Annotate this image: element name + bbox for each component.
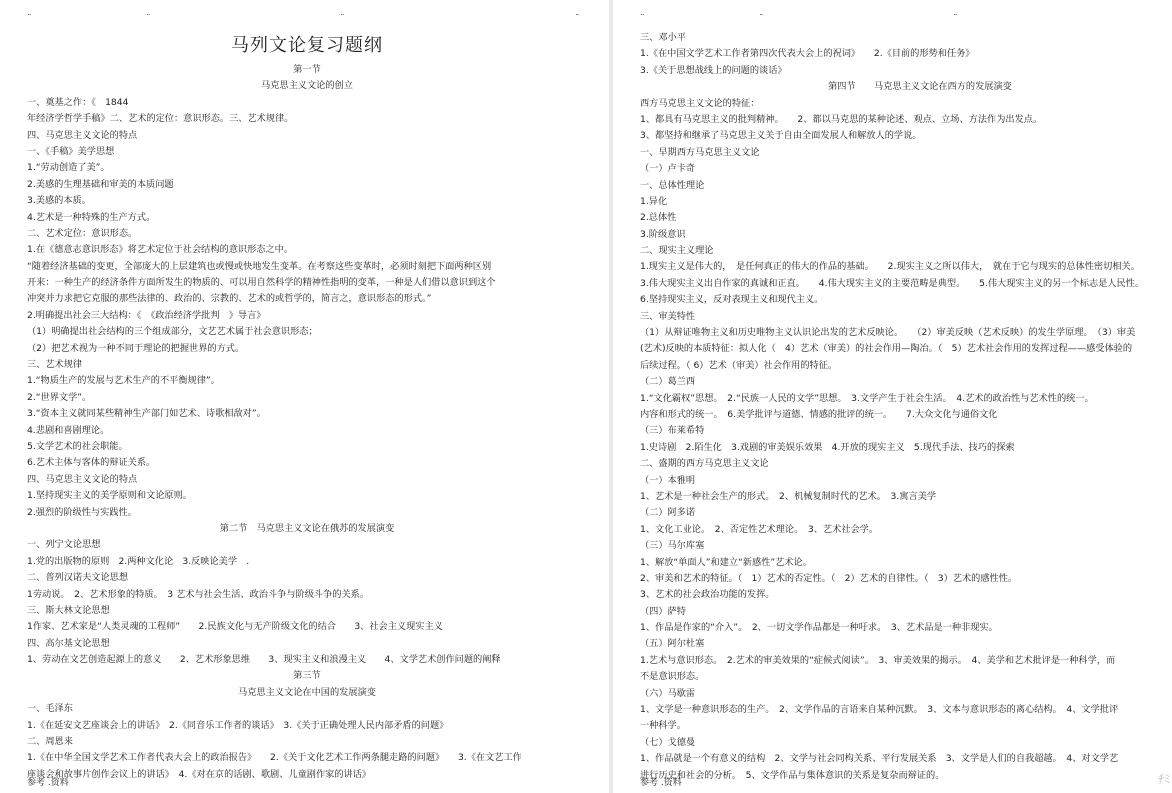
header-mark: ¨ bbox=[759, 14, 764, 24]
text-line: 一、总体性理论 bbox=[640, 179, 705, 191]
text-line: 四、高尔基文论思想 bbox=[27, 637, 110, 649]
text-line: 3.《关于思想战线上的问题的谈话》 bbox=[640, 64, 787, 76]
text-line: 马克思主义文论在中国的发展演变 bbox=[238, 686, 376, 698]
text-line: 一、早期西方马克思主义文论 bbox=[640, 146, 760, 158]
text-line: （1）明确提出社会结构的三个组成部分，文艺艺术属于社会意识形态； bbox=[27, 326, 318, 338]
text-line: (艺术)反映的本质特征：拟人化（ 4）艺术（审美）的社会作用—陶冶。（ 5）艺术社会作用的发挥过程——感受体验的 bbox=[640, 343, 1133, 355]
text-line: 2.“世界文学”。 bbox=[27, 391, 92, 403]
text-line: 1.坚持现实主义的美学原则和文论原则。 bbox=[27, 490, 192, 502]
text-line: （四）萨特 bbox=[640, 605, 686, 617]
text-line: 二、艺术定位：意识形态。 bbox=[27, 227, 138, 239]
page-footer: 参考 .资料 bbox=[640, 778, 682, 788]
text-line: 5.文学艺术的社会职能。 bbox=[27, 440, 128, 452]
text-line: 2.强烈的阶级性与实践性。 bbox=[27, 506, 137, 518]
text-line: 一、奠基之作：《 1844 bbox=[27, 96, 129, 108]
text-line: （二）葛兰西 bbox=[640, 376, 696, 388]
text-line: （二）阿多诺 bbox=[640, 507, 696, 519]
text-line: 二、盛期的西方马克思主义文论 bbox=[640, 458, 769, 470]
text-line: 第一节 bbox=[293, 64, 321, 75]
text-line: 一、毛泽东 bbox=[27, 703, 73, 715]
text-line: 1、劳动在文艺创造起源上的意义 2、艺术形象思维 3、现实主义和浪漫主义 4、文学艺术创作问题的阐释 bbox=[27, 654, 501, 666]
text-line: 2、审美和艺术的特征。（ 1）艺术的否定性。（ 2）艺术的自律性。（ 3）艺术的感性性。 bbox=[640, 572, 1018, 584]
page-body bbox=[640, 30, 1172, 784]
text-line: （三）布莱希特 bbox=[640, 425, 705, 437]
text-line: 3.“资本主义就同某些精神生产部门如艺术、诗歌相敌对”。 bbox=[27, 408, 266, 420]
text-line: 三、邓小平 bbox=[640, 32, 686, 43]
text-line: （三）马尔库塞 bbox=[640, 540, 705, 552]
text-line: 1.“物质生产的发展与艺术生产的不平衡规律”。 bbox=[27, 375, 220, 387]
header-mark: ¨ bbox=[640, 14, 645, 24]
text-line: 1、艺术是一种社会生产的形式。 2、机械复制时代的艺术。 3.寓言美学 bbox=[640, 490, 937, 502]
text-line: 1、都具有马克思主义的批判精神。 2、都以马克思的某种论述、观点、立场、方法作为出发点。 bbox=[640, 113, 1043, 125]
text-line: 内容和形式的统一。 6.美学批评与道德、情感的批评的统一。 7.大众文化与通俗文化 bbox=[640, 408, 998, 420]
text-line: 1.在《德意志意识形态》将艺术定位于社会结构的意识形态之中。 bbox=[27, 244, 294, 256]
text-line: 1.“文化霸权”思想。 2.“民族一人民的文学”思想。 3.文学产生于社会生活。 4.艺术的政治性与艺术性的统一。 bbox=[640, 392, 1094, 404]
text-line: 第二节 马克思主义文论在俄苏的发展演变 bbox=[219, 522, 395, 534]
text-line: 4.艺术是一种特殊的生产方式。 bbox=[27, 211, 156, 223]
text-line: 后续过程。（ 6）艺术（审美）社会作用的特征。 bbox=[640, 359, 838, 371]
text-line: 3、艺术的社会政治功能的发挥。 bbox=[640, 589, 775, 601]
text-line: （七）戈德曼 bbox=[640, 736, 696, 748]
text-line: 3.阶级意识 bbox=[640, 228, 686, 240]
text-line: 4.悲剧和喜剧理论。 bbox=[27, 424, 110, 436]
page-header-marks bbox=[0, 14, 609, 24]
text-line: 三、审美特性 bbox=[640, 310, 696, 322]
text-line: （一）本雅明 bbox=[640, 474, 696, 486]
text-line: 1.“劳动创造了美”。 bbox=[27, 162, 110, 174]
text-line: 四、马克思主义文论的特点 bbox=[27, 473, 138, 485]
text-line: 1.现实主义是伟大的， 是任何真正的伟大的作品的基础。 2.现实主义之所以伟大， 就在于它与现实的总体性密切相关。 bbox=[640, 261, 1140, 273]
text-line: 开来：一种生产的经济条件方面所发生的物质的、可以用自然科学的精神性指明的变革，一种是人们借以意识到这个 bbox=[27, 277, 496, 289]
text-line: 年经济学哲学手稿》二、艺术的定位：意识形态。三、艺术规律。 bbox=[27, 113, 294, 125]
header-mark: ¨ bbox=[146, 14, 151, 24]
text-line: 不是意识形态。 bbox=[640, 671, 705, 683]
text-line: 1、文化工业论。 2、否定性艺术理论。 3、艺术社会学。 bbox=[640, 523, 879, 535]
header-mark: ¨ bbox=[340, 14, 345, 24]
text-line: 进行历史和社会的分析。 5、文学作品与集体意识的关系是复杂而辩证的。 bbox=[640, 769, 945, 781]
text-line: （五）阿尔杜塞 bbox=[640, 638, 705, 650]
text-line: 四、马克思主义文论的特点 bbox=[27, 129, 138, 141]
text-line: 1.《在中华全国文学艺术工作者代表大会上的政治报告》 2.《关于文化艺术工作两条腿走路的问题》 3.《在文艺工作 bbox=[27, 752, 522, 764]
text-block bbox=[640, 30, 1172, 784]
text-line: 二、普列汉诺夫文论思想 bbox=[27, 572, 129, 584]
text-line: 1、文学是一种意识形态的生产。 2、文学作品的言语来自某种沉默。 3、文本与意识形态的离心结构。 4、文学批评 bbox=[640, 704, 1119, 716]
text-line: 三、艺术规律 bbox=[27, 359, 83, 371]
text-line: 1.异化 bbox=[640, 195, 668, 207]
text-line: 2.总体性 bbox=[640, 212, 677, 224]
document-page-right bbox=[613, 0, 1172, 793]
text-line: 一、列宁文论思想 bbox=[27, 539, 101, 551]
text-line: 1作家、艺术家是“人类灵魂的工程师” 2.民族文化与无产阶级文化的结合 3、社会主义现实主义 bbox=[27, 621, 443, 633]
text-line: （2）把艺术视为一种不同于理论的把握世界的方式。 bbox=[27, 342, 245, 354]
text-line: 二、周恩来 bbox=[27, 736, 73, 748]
text-line: 西方马克思主义文论的特征： bbox=[640, 97, 760, 109]
header-mark: ¨ bbox=[27, 14, 32, 24]
text-line: 1、解放“单面人”和建立“新感性”艺术论。 bbox=[640, 556, 812, 568]
text-line: 1.《在延安文艺座谈会上的讲话》 2.《同音乐工作者的谈话》 3.《关于正确处理人民内部矛盾的问题》 bbox=[27, 719, 449, 731]
text-line: 2.明确提出社会三大结构：《 《政治经济学批判 》导言》 bbox=[27, 309, 266, 321]
text-line: 三、斯大林文论思想 bbox=[27, 604, 110, 616]
text-line: 冲突并力求把它克服的那些法律的、政治的、宗教的、艺术的或哲学的，简言之，意识形态的形式。” bbox=[27, 293, 432, 305]
text-line: 1.《在中国文学艺术工作者第四次代表大会上的祝词》 2.《目前的形势和任务》 bbox=[640, 48, 975, 60]
text-line: 1、作品是作家的“介入”。 2、一切文学作品都是一种吁求。 3、艺术品是一种非现实。 bbox=[640, 622, 998, 634]
text-line: 第三节 bbox=[293, 670, 321, 682]
text-line: 座谈会和故事片创作会议上的讲话》 4.《对在京的话剧、歌剧、儿童剧作家的讲话》 bbox=[27, 768, 372, 780]
text-line: 1、作品就是一个有意义的结构 2、文学与社会同构关系、平行发展关系 3、文学是人们的自我超越。 4、对文学艺 bbox=[640, 753, 1119, 765]
page-header-marks bbox=[613, 14, 1172, 24]
text-line: 3、都坚持和继承了马克思主义关于自由全面发展人和解放人的学说。 bbox=[640, 130, 922, 142]
text-line: 3.伟大现实主义出自作家的真诚和正直。 4.伟大现实主义的主要范畴是典型。 5.伟大现实主义的另一个标志是人民性。 bbox=[640, 277, 1145, 289]
text-line: 6.艺术主体与客体的辩证关系。 bbox=[27, 457, 156, 469]
text-line: 6.坚持现实主义，反对表现主义和现代主义。 bbox=[640, 294, 824, 306]
text-line: 马克思主义文论的创立 bbox=[261, 80, 353, 92]
text-line: 1.艺术与意识形态。 2.艺术的审美效果的“症候式阅读”。 3、审美效果的揭示。 4、美学和艺术批评是一种科学，而 bbox=[640, 654, 1116, 666]
text-block bbox=[27, 62, 587, 783]
page-footer: 参考 .资料 bbox=[27, 778, 69, 788]
text-line: 1.史诗剧 2.陌生化 3.戏剧的审美娱乐效果 4.开放的现实主义 5.现代手法、技巧的探索 bbox=[640, 441, 1015, 453]
header-mark: ¨ bbox=[953, 14, 958, 24]
text-line: 2.美感的生理基础和审美的本质问题 bbox=[27, 178, 174, 190]
text-line: 一种科学。 bbox=[640, 720, 686, 732]
watermark-logo: ﾁﾐ bbox=[1157, 772, 1170, 786]
text-line: 3.美感的本质。 bbox=[27, 195, 91, 207]
text-line: 第四节 马克思主义文论在西方的发展演变 bbox=[828, 81, 1012, 93]
text-line: “随着经济基础的变更，全部庞大的上层建筑也或慢或快地发生变革。在考察这些变革时，必须时刻把下面两种区别 bbox=[27, 260, 492, 272]
text-line: 1.党的出版物的原则 2.两种文化论 3.反映论美学 . bbox=[27, 555, 250, 567]
text-line: （六）马歇雷 bbox=[640, 687, 696, 699]
text-line: （一）卢卡奇 bbox=[640, 163, 696, 175]
document-title: 马列文论复习题纲 bbox=[231, 35, 383, 56]
header-mark: ¨ bbox=[575, 14, 580, 24]
text-line: 二、现实主义理论 bbox=[640, 245, 714, 257]
text-line: （1）从辩证唯物主义和历史唯物主义认识论出发的艺术反映论。 （2）审美反映（艺术反映）的发生学原理。 （3）审美 bbox=[640, 327, 1136, 339]
text-line: 1劳动说。 2、艺术形象的特质。 3 艺术与社会生活、政治斗争与阶级斗争的关系。 bbox=[27, 588, 370, 600]
page-body bbox=[27, 30, 587, 783]
text-line: 一、《手稿》美学思想 bbox=[27, 145, 115, 157]
